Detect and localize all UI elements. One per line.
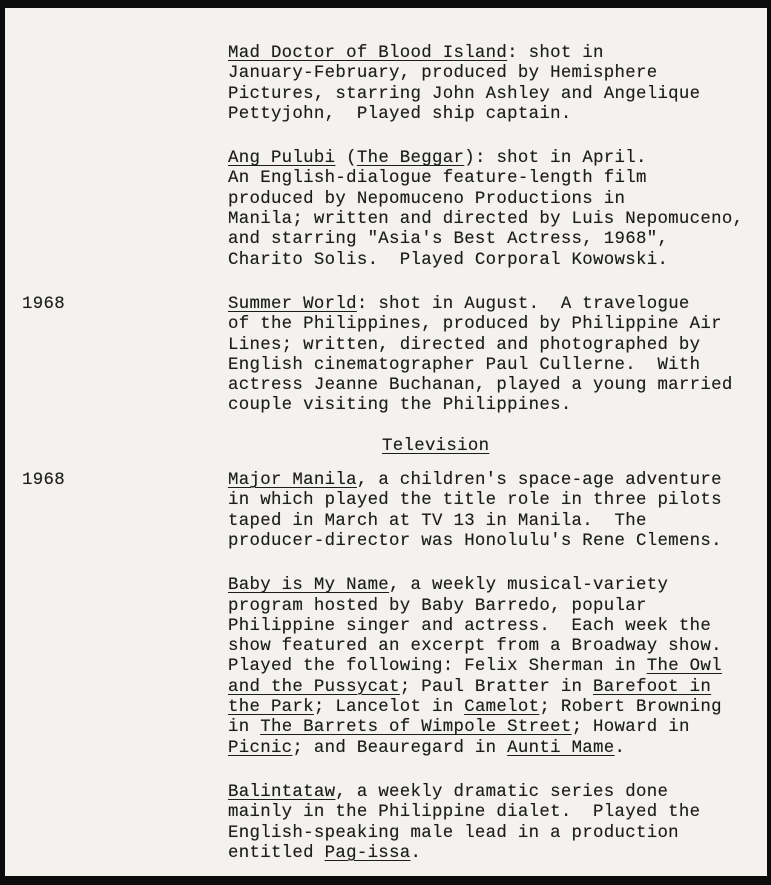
- text-line: [228, 396, 757, 416]
- text-line: [228, 336, 757, 356]
- text-line: [228, 149, 757, 169]
- text-segment: Manila; written and directed by Luis Nepomuceno,: [228, 210, 744, 230]
- document-body: [5, 44, 757, 864]
- underlined-title: Mad Doctor of Blood Island: [228, 44, 508, 63]
- text-line: [228, 739, 757, 759]
- text-line: [228, 44, 757, 64]
- underlined-title: Pag-issa: [324, 843, 411, 863]
- text-line: [228, 576, 757, 596]
- entry-paragraph: [228, 576, 757, 759]
- text-line: [228, 824, 757, 844]
- text-line: [228, 718, 757, 738]
- entry-paragraph: [228, 783, 757, 864]
- entry-paragraph: [22, 471, 757, 552]
- text-line: [228, 844, 757, 864]
- text-segment: ; Paul Bratter in: [399, 677, 594, 697]
- text-segment: Lines; written, directed and photographed by: [228, 335, 701, 355]
- text-line: [228, 637, 757, 657]
- text-line: [228, 210, 757, 230]
- text-segment: , a children's space-age adventure: [356, 471, 722, 491]
- text-line: [228, 356, 757, 376]
- underlined-title: Picnic: [228, 738, 293, 758]
- entry-text: [228, 471, 757, 552]
- underlined-title: Ang Pulubi: [228, 149, 336, 169]
- underlined-title: Baby is My Name: [228, 576, 390, 596]
- text-segment: English cinematographer Paul Cullerne. With: [228, 355, 701, 375]
- text-segment: mainly in the Philippine dialet. Played the: [228, 803, 701, 823]
- text-segment: (: [335, 149, 357, 169]
- text-line: [228, 803, 757, 823]
- text-segment: Pettyjohn, Played ship captain.: [228, 104, 572, 124]
- text-segment: entitled: [228, 843, 325, 863]
- text-segment: and starring "Asia's Best Actress, 1968",: [228, 230, 669, 250]
- text-segment: Pictures, starring John Ashley and Angelique: [228, 84, 701, 104]
- underlined-title: Aunti Mame: [507, 738, 615, 758]
- text-line: [228, 491, 757, 511]
- text-segment: Philippine singer and actress. Each week the: [228, 616, 712, 636]
- text-line: [228, 169, 757, 189]
- text-line: [228, 512, 757, 532]
- text-line: [228, 471, 757, 491]
- entry-paragraph: [22, 294, 757, 417]
- text-segment: producer-director was Honolulu's Rene Clemens.: [228, 531, 722, 551]
- text-segment: Played the following: Felix Sherman in: [228, 657, 647, 677]
- text-line: [228, 230, 757, 250]
- text-segment: in which played the title role in three pilots: [228, 491, 722, 511]
- text-segment: ; and Beauregard in: [292, 738, 508, 758]
- text-segment: , a weekly dramatic series done: [335, 782, 669, 802]
- text-segment: show featured an excerpt from a Broadway show.: [228, 637, 722, 657]
- text-segment: .: [410, 843, 422, 863]
- text-segment: couple visiting the Philippines.: [228, 396, 572, 416]
- text-segment: produced by Nepomuceno Productions in: [228, 189, 626, 209]
- text-segment: ): shot in April.: [464, 149, 647, 169]
- section-heading: [228, 437, 757, 457]
- text-segment: program hosted by Baby Barredo, popular: [228, 596, 647, 616]
- text-line: [228, 678, 757, 698]
- underlined-title: The Barrets of Wimpole Street: [260, 718, 572, 738]
- text-line: [228, 315, 757, 335]
- text-segment: ; Robert Browning: [539, 698, 722, 718]
- text-line: [228, 295, 757, 315]
- underlined-title: The Beggar: [356, 149, 465, 169]
- text-segment: taped in March at TV 13 in Manila. The: [228, 511, 647, 531]
- text-line: [228, 190, 757, 210]
- text-segment: actress Jeanne Buchanan, played a young married: [228, 376, 733, 396]
- text-segment: An English-dialogue feature-length film: [228, 169, 647, 189]
- entry-paragraph: [228, 44, 757, 125]
- underlined-title: the Park: [228, 698, 314, 718]
- text-segment: ; Howard in: [571, 718, 690, 738]
- text-segment: : shot in August. A travelogue: [356, 294, 690, 314]
- entry-text: [228, 576, 757, 759]
- entry-text: [228, 295, 757, 417]
- text-line: [228, 85, 757, 105]
- entry-text: [228, 149, 757, 271]
- text-segment: January-February, produced by Hemisphere: [228, 64, 658, 84]
- year-label: 1968: [22, 471, 65, 491]
- text-line: [228, 437, 757, 457]
- underlined-title: Television: [382, 436, 490, 456]
- underlined-title: Barefoot in: [593, 677, 712, 697]
- text-segment: .: [614, 738, 626, 758]
- text-line: [228, 657, 757, 677]
- text-line: [228, 251, 757, 271]
- text-line: [228, 105, 757, 125]
- underlined-title: The Owl: [646, 657, 722, 677]
- entry-text: [228, 44, 757, 125]
- underlined-title: and the Pussycat: [228, 677, 400, 697]
- underlined-title: Major Manila: [228, 471, 357, 491]
- text-segment: : shot in: [507, 44, 604, 63]
- entry-text: [228, 783, 757, 864]
- text-segment: of the Philippines, produced by Philippine Air: [228, 315, 722, 335]
- entry-paragraph: [228, 149, 757, 271]
- underlined-title: Summer World: [228, 294, 357, 314]
- entry-text: [228, 437, 757, 457]
- text-segment: Charito Solis. Played Corporal Kowowski.: [228, 250, 669, 270]
- text-line: [228, 376, 757, 396]
- year-label: 1968: [22, 294, 65, 314]
- text-segment: English-speaking male lead in a production: [228, 823, 679, 843]
- underlined-title: Balintataw: [228, 782, 336, 802]
- text-segment: , a weekly musical-variety: [389, 576, 669, 596]
- text-line: [228, 532, 757, 552]
- text-line: [228, 783, 757, 803]
- text-segment: in: [228, 718, 261, 738]
- underlined-title: Camelot: [464, 698, 540, 718]
- text-line: [228, 597, 757, 617]
- text-line: [228, 698, 757, 718]
- text-line: [228, 64, 757, 84]
- text-segment: ; Lancelot in: [313, 698, 465, 718]
- text-line: [228, 617, 757, 637]
